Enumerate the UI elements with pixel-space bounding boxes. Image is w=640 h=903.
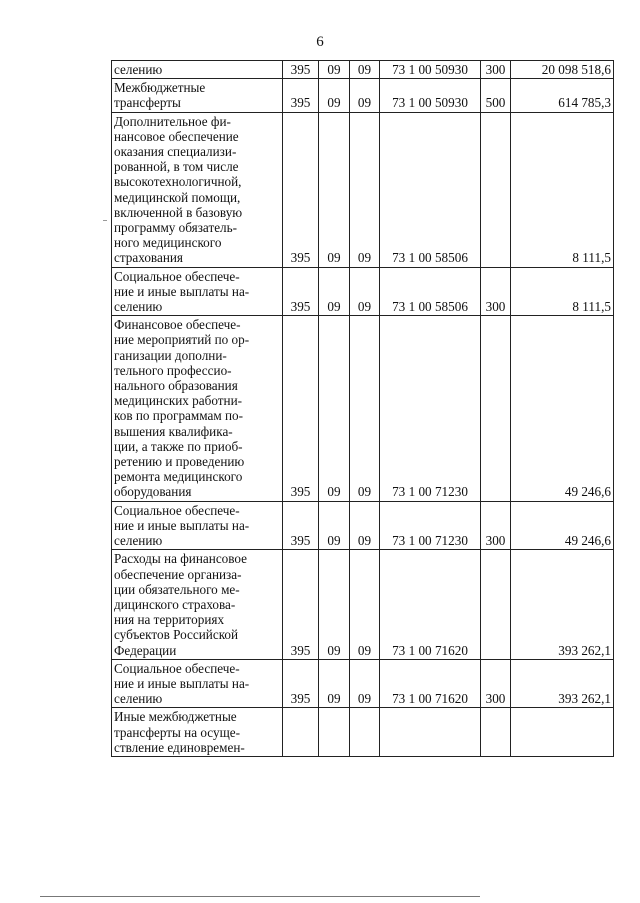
table-row <box>112 708 614 757</box>
amount-cell: 8 111,5 <box>511 112 614 267</box>
expense-type-cell <box>481 316 511 501</box>
table-row <box>112 501 614 550</box>
page-number: 6 <box>316 34 324 50</box>
description-line: высокотехнологичной, <box>114 174 242 190</box>
description-line: ции обязательного ме- <box>114 581 240 597</box>
description-line: трансферты на осуще- <box>114 724 240 740</box>
description-line: рованной, в том числе <box>114 159 239 175</box>
ministry-code-cell: 395 <box>283 659 319 708</box>
budget-table <box>111 60 614 757</box>
description-line: селению <box>114 691 163 707</box>
description-line: ние и иные выплаты на- <box>114 283 250 299</box>
description-line: медицинской помощи, <box>114 189 241 205</box>
row-description <box>112 708 283 757</box>
target-item-cell <box>380 708 481 757</box>
subsection-code-cell: 09 <box>350 501 380 550</box>
section-code-cell <box>319 708 350 757</box>
row-description <box>112 550 283 659</box>
subsection-code-cell: 09 <box>350 112 380 267</box>
description-line: Федерации <box>114 642 177 658</box>
description-line: ции, а также по приоб- <box>114 438 243 454</box>
description-line: ствление единовремен- <box>114 739 245 755</box>
description-line: ние мероприятий по ор- <box>114 332 250 348</box>
description-line: включенной в базовую <box>114 204 243 220</box>
ministry-code-cell: 395 <box>283 550 319 659</box>
description-line: обеспечение организа- <box>114 566 242 582</box>
ministry-code-cell: 395 <box>283 267 319 316</box>
subsection-code-cell: 09 <box>350 79 380 112</box>
description-line: ремонта медицинского <box>114 469 243 485</box>
description-line: селению <box>114 533 163 549</box>
description-line: Расходы на финансовое <box>114 551 248 567</box>
description-line: ние и иные выплаты на- <box>114 517 250 533</box>
description-line: селению <box>114 299 163 315</box>
ministry-code-cell <box>283 708 319 757</box>
row-description <box>112 501 283 550</box>
description-line: страхования <box>114 250 183 266</box>
target-item-cell: 73 1 00 71230 <box>380 316 481 501</box>
subsection-code-cell: 09 <box>350 61 380 79</box>
subsection-code-cell <box>350 708 380 757</box>
description-line: селению <box>114 62 163 77</box>
description-line: оказания специализи- <box>114 144 237 160</box>
expense-type-cell: 300 <box>481 659 511 708</box>
expense-type-cell: 500 <box>481 79 511 112</box>
bottom-rule <box>40 896 480 897</box>
description-line: ретению и проведению <box>114 454 245 470</box>
row-description <box>112 659 283 708</box>
row-description <box>112 112 283 267</box>
table-row <box>112 79 614 112</box>
table-row <box>112 550 614 659</box>
expense-type-cell: 300 <box>481 501 511 550</box>
subsection-code-cell: 09 <box>350 550 380 659</box>
table-row <box>112 61 614 79</box>
target-item-cell: 73 1 00 71620 <box>380 550 481 659</box>
description-line: Социальное обеспече- <box>114 660 240 676</box>
expense-type-cell <box>481 112 511 267</box>
target-item-cell: 73 1 00 50930 <box>380 79 481 112</box>
description-line: трансферты <box>114 95 181 111</box>
description-line: оборудования <box>114 484 192 500</box>
ministry-code-cell: 395 <box>283 501 319 550</box>
amount-cell <box>511 708 614 757</box>
description-line: Социальное обеспече- <box>114 502 240 518</box>
row-description <box>112 316 283 501</box>
section-code-cell: 09 <box>319 659 350 708</box>
description-line: тельного профессио- <box>114 362 232 378</box>
subsection-code-cell: 09 <box>350 267 380 316</box>
section-code-cell: 09 <box>319 267 350 316</box>
description-line: ков по программам по- <box>114 408 244 424</box>
row-description <box>112 61 283 79</box>
row-description <box>112 79 283 112</box>
section-code-cell: 09 <box>319 112 350 267</box>
table-row <box>112 112 614 267</box>
ministry-code-cell: 395 <box>283 112 319 267</box>
table-row <box>112 267 614 316</box>
amount-cell: 614 785,3 <box>511 79 614 112</box>
ministry-code-cell: 395 <box>283 316 319 501</box>
target-item-cell: 73 1 00 50930 <box>380 61 481 79</box>
description-line: Межбюджетные <box>114 80 206 96</box>
target-item-cell: 73 1 00 71620 <box>380 659 481 708</box>
description-line: медицинских работни- <box>114 393 243 409</box>
section-code-cell: 09 <box>319 61 350 79</box>
section-code-cell: 09 <box>319 79 350 112</box>
amount-cell: 393 262,1 <box>511 659 614 708</box>
expense-type-cell <box>481 550 511 659</box>
ministry-code-cell: 395 <box>283 79 319 112</box>
description-line: Иные межбюджетные <box>114 709 237 725</box>
description-line: программу обязатель- <box>114 220 238 236</box>
description-line: ного медицинского <box>114 235 222 251</box>
expense-type-cell: 300 <box>481 61 511 79</box>
table-row <box>112 659 614 708</box>
subsection-code-cell: 09 <box>350 316 380 501</box>
description-line: субъектов Российской <box>114 627 239 643</box>
row-description <box>112 267 283 316</box>
description-line: ганизации дополни- <box>114 347 227 363</box>
subsection-code-cell: 09 <box>350 659 380 708</box>
description-line: ние и иные выплаты на- <box>114 675 250 691</box>
amount-cell: 8 111,5 <box>511 267 614 316</box>
description-line: нального образования <box>114 378 238 394</box>
expense-type-cell: 300 <box>481 267 511 316</box>
amount-cell: 393 262,1 <box>511 550 614 659</box>
description-line: вышения квалифика- <box>114 423 233 439</box>
description-line: Дополнительное фи- <box>114 113 231 129</box>
section-code-cell: 09 <box>319 501 350 550</box>
description-line: нансовое обеспечение <box>114 128 239 144</box>
description-line: Социальное обеспече- <box>114 268 240 284</box>
amount-cell: 49 246,6 <box>511 316 614 501</box>
ministry-code-cell: 395 <box>283 61 319 79</box>
section-code-cell: 09 <box>319 550 350 659</box>
description-line: дицинского страхова- <box>114 596 236 612</box>
amount-cell: 49 246,6 <box>511 501 614 550</box>
amount-cell: 20 098 518,6 <box>511 61 614 79</box>
description-line: ния на территориях <box>114 612 225 628</box>
expense-type-cell <box>481 708 511 757</box>
target-item-cell: 73 1 00 58506 <box>380 112 481 267</box>
table-row <box>112 316 614 501</box>
margin-mark <box>103 220 107 221</box>
target-item-cell: 73 1 00 58506 <box>380 267 481 316</box>
target-item-cell: 73 1 00 71230 <box>380 501 481 550</box>
description-line: Финансовое обеспече- <box>114 317 241 333</box>
section-code-cell: 09 <box>319 316 350 501</box>
